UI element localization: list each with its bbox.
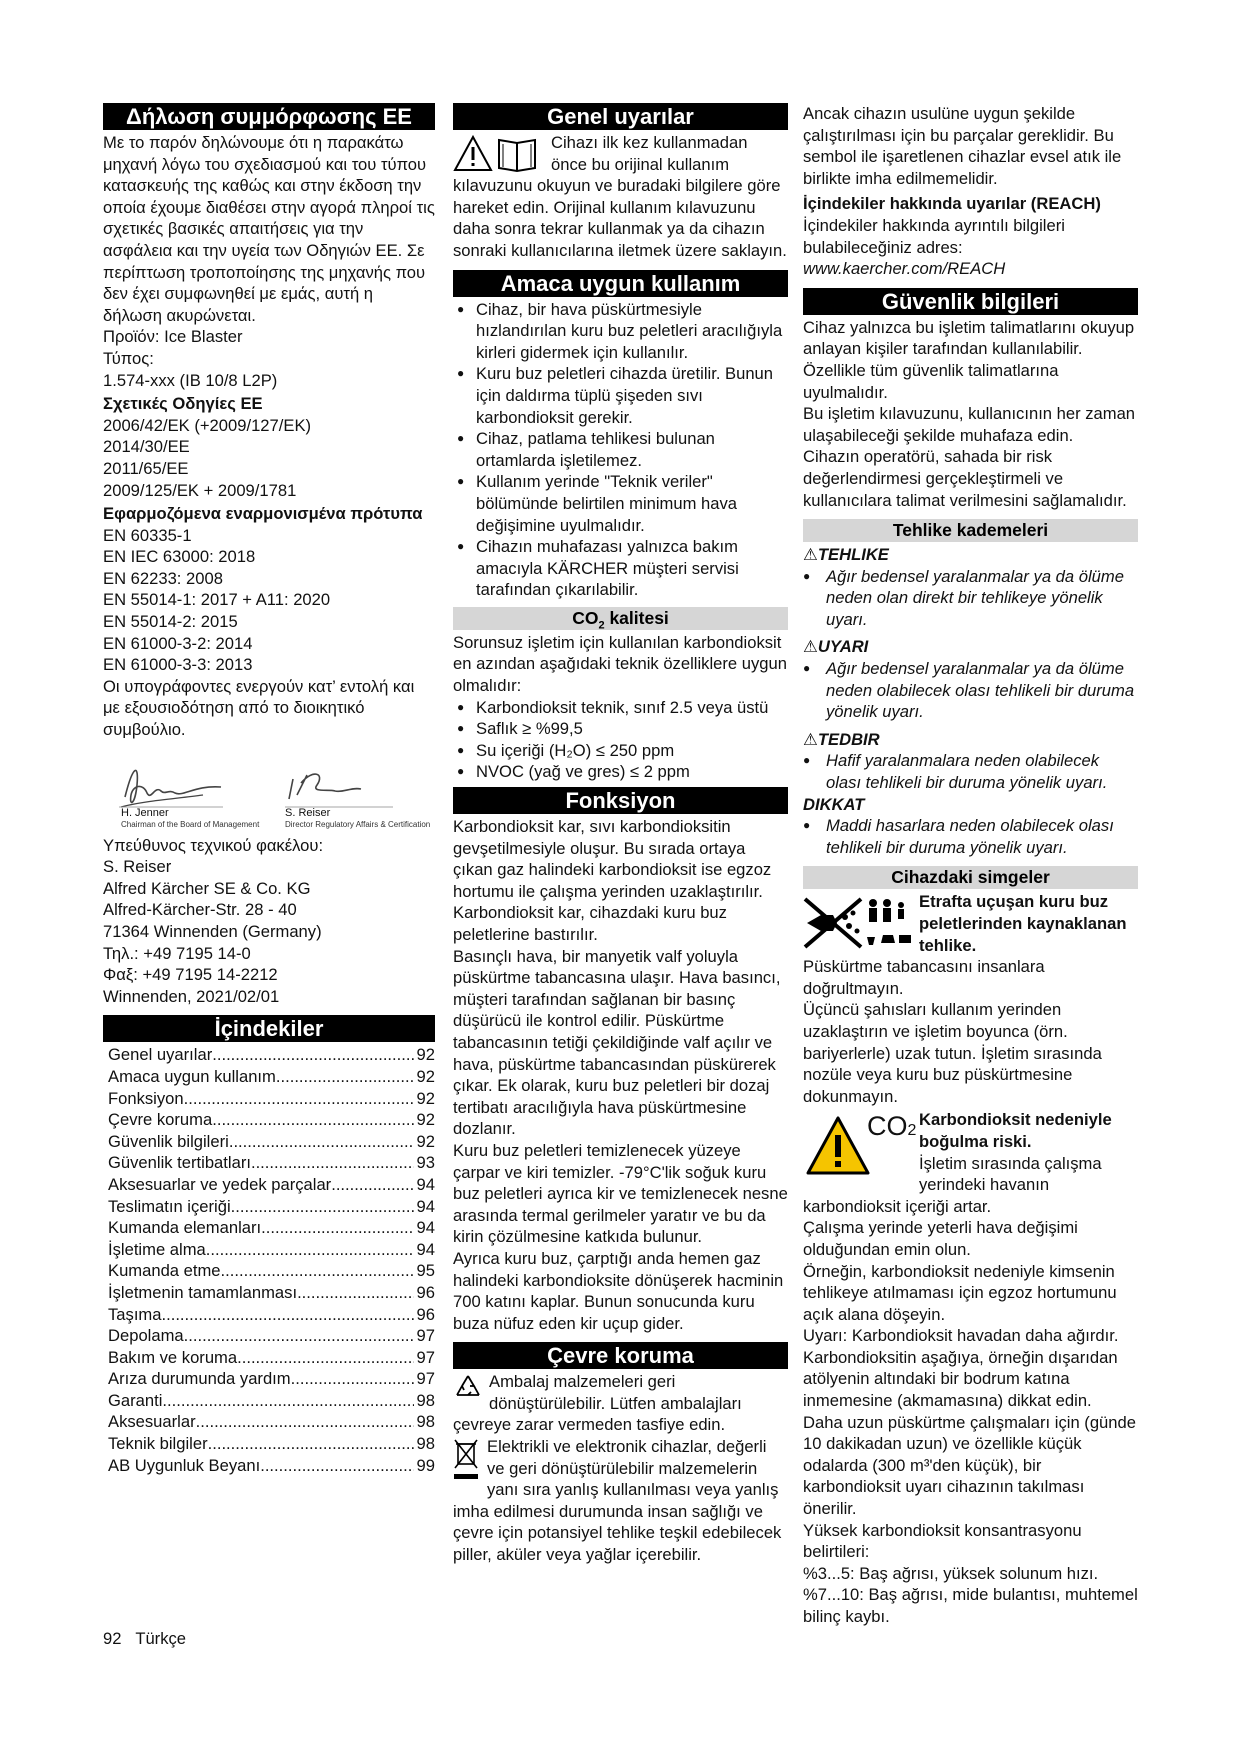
contact-line: Υπεύθυνος τεχνικού φακέλου:	[103, 835, 324, 855]
toc-leader-dots	[231, 1196, 414, 1218]
toc-entry[interactable]	[103, 1433, 435, 1455]
function-text: Karbondioksit kar, cihazdaki kuru buz peletlerine bastırılır.	[453, 903, 727, 944]
toc-entry-title: Depolama	[108, 1326, 184, 1346]
page-language: Türkçe	[135, 1629, 187, 1648]
list-item: ● Cihaz, patlama tehlikesi bulunan ortamlarda işletilemez.	[453, 428, 788, 471]
list-item: ● Kuru buz peletleri cihazda üretilir. Bunun için daldırma tüplü şişeden sıvı karbondioksit gerekir.	[453, 363, 788, 428]
toc-entry-title: İşletmenin tamamlanması	[108, 1282, 298, 1302]
contact-line: 71364 Winnenden (Germany)	[103, 922, 322, 941]
standard-item: EN 55014-2: 2015	[103, 612, 238, 632]
recycling-icon	[453, 1373, 483, 1403]
env-weee-block	[453, 1436, 788, 1566]
toc-entry-page: 92	[416, 1110, 435, 1130]
toc-entry-page: 96	[416, 1282, 435, 1302]
safety-text: Cihaz yalnızca bu işletim talimatlarını okuyup anlayan kişiler tarafından kullanılabilir. Özellikle tüm güvenlik talimatlarına uyulmalıdır.	[803, 317, 1135, 402]
co2-warning-icon	[803, 1109, 917, 1185]
toc-entry-page: 92	[416, 1131, 435, 1151]
toc-entry-title: Kumanda etme	[108, 1261, 221, 1281]
caution-label-text: TEDBIR	[817, 729, 880, 749]
standard-item: EN 61000-3-3: 2013	[103, 655, 253, 675]
list-item: ● Hafif yaralanmalara neden olabilecek olası tehlikeli bir duruma yönelik uyarı.	[803, 750, 1138, 793]
section-title-intended-use: Amaca uygun kullanım	[453, 270, 788, 297]
column-2	[453, 103, 788, 1566]
contact-line: S. Reiser	[103, 857, 172, 877]
section-title-eu-declaration: Δήλωση συμμόρφωσης ΕΕ	[103, 103, 435, 130]
section-title-hazard-levels: Tehlike kademeleri	[803, 519, 1138, 542]
toc-entry-page: 97	[416, 1369, 435, 1389]
directives-list	[103, 415, 435, 501]
co2-title-part: kalitesi	[604, 607, 669, 628]
section-title-co2-quality	[453, 607, 788, 630]
toc-entry-page: 92	[416, 1066, 435, 1086]
toc-entry-title: İşletime alma	[108, 1239, 206, 1259]
co2-label-text: CO	[867, 1111, 908, 1142]
toc-entry[interactable]	[103, 1455, 435, 1477]
signers-text: Οι υπογράφοντες ενεργούν κατ’ εντολή και με εξουσιοδότηση από το διοικητικό συμβούλιο.	[103, 676, 415, 740]
toc-leader-dots	[331, 1174, 413, 1196]
toc-leader-dots	[297, 1282, 413, 1304]
product-line: Προϊόν: Ice Blaster	[103, 327, 243, 347]
section-title-function: Fonksiyon	[453, 787, 788, 814]
toc-entry-page: 94	[416, 1239, 435, 1259]
toc-entry[interactable]	[103, 1347, 435, 1369]
warning-label	[803, 636, 1138, 658]
warning-manual-icon	[453, 134, 545, 174]
toc-entry-page: 97	[416, 1347, 435, 1367]
toc-leader-dots	[237, 1347, 413, 1369]
co2-info: Çalışma yerinde yeterli hava değişimi olduğundan emin olun.	[803, 1218, 1078, 1259]
reach-text-body: İçindekiler hakkında ayrıntılı bilgileri bulabileceğiniz adres:	[803, 215, 1065, 257]
type-label: Τύπος:	[103, 348, 154, 368]
intended-use-list	[453, 299, 788, 601]
warning-list	[803, 658, 1138, 723]
toc-entry[interactable]	[103, 1239, 435, 1261]
toc-entry-page: 97	[416, 1326, 435, 1346]
toc-entry[interactable]	[103, 1411, 435, 1433]
section-title-safety: Güvenlik bilgileri	[803, 288, 1138, 315]
symbol-2-text: İşletim sırasında çalışma yerindeki havanın karbondioksit içeriği artar.	[803, 1153, 1102, 1216]
co2-quality-text: Sorunsuz işletim için kullanılan karbondioksit en azından aşağıdaki teknik özelliklere uygun olmalıdır:	[453, 632, 787, 696]
co2-info: Yüksek karbondioksit konsantrasyonu belirtileri:	[803, 1520, 1082, 1562]
contact-line: Alfred Kärcher SE & Co. KG	[103, 878, 311, 898]
contact-line: Φαξ: +49 7195 14-2212	[103, 965, 278, 985]
function-text: Kuru buz peletleri temizlenecek yüzeye çarpar ve kiri temizler. -79°C'lik soğuk kuru buz peletleri ayrıca kir ve temizlenecek nesne arasında termal gerilmeler yaratır ve bu da kirin çözülmesine katkıda bulunur.	[453, 1140, 788, 1247]
standard-item: EN 55014-1: 2017 + A11: 2020	[103, 590, 331, 610]
co2-info: Uyarı: Karbondioksit havadan daha ağırdır. Karbondioksitin aşağıya, örneğin dışarıdan atölyenin altındaki bir bodrum katına inmemesine (akmamasına) dikkat edin.	[803, 1326, 1119, 1411]
caution-label	[803, 729, 1138, 751]
danger-list	[803, 566, 1138, 631]
signer-2-role: Director Regulatory Affairs & Certification	[285, 819, 431, 829]
toc-entry-title: Amaca uygun kullanım	[108, 1066, 276, 1086]
toc-entry[interactable]	[103, 1066, 435, 1088]
toc-entry-title: Bakım ve koruma	[108, 1347, 238, 1367]
contact-block	[103, 835, 435, 1008]
contact-line: Alfred-Kärcher-Str. 28 - 40	[103, 900, 297, 920]
toc-entry[interactable]	[103, 1217, 435, 1239]
function-text: Ayrıca kuru buz, çarptığı anda hemen gaz halindeki karbondioksite dönüşerek hacminin 700 katını kaplar. Bunun sonucunda kuru buza nüfuz eden kir uçup gider.	[453, 1248, 784, 1333]
co2-quality-list	[453, 697, 788, 783]
safety-text: Bu işletim kılavuzunu, kullanıcının her zaman ulaşabileceği şekilde muhafaza edin.	[803, 404, 1136, 445]
toc-entry-page: 95	[416, 1261, 435, 1281]
toc-entry-page: 96	[416, 1304, 435, 1324]
toc-entry-title: Garanti	[108, 1390, 163, 1410]
toc-entry-title: Taşıma	[108, 1304, 162, 1324]
toc-entry-page: 92	[416, 1088, 435, 1108]
toc-leader-dots	[208, 1433, 414, 1455]
continued-text: Ancak cihazın usulüne uygun şekilde çalıştırılması için bu parçalar gereklidir. Bu sembol ile işaretlenen cihazlar evsel atık ile birlikte imha edilmemelidir.	[803, 104, 1122, 188]
toc-leader-dots	[229, 1131, 414, 1153]
warning-label-text: UYARI	[817, 637, 869, 657]
list-item: ● Ağır bedensel yaralanmalar ya da ölüme neden olan direkt bir tehlikeye yönelik uyarı.	[803, 566, 1138, 631]
standard-item: EN 62233: 2008	[103, 568, 223, 588]
toc-leader-dots	[206, 1239, 414, 1261]
list-item: ● Cihaz, bir hava püskürtmesiyle hızlandırılan kuru buz peletleri aracılığıyla kirleri gidermek için kullanılır.	[453, 299, 788, 364]
toc-leader-dots	[260, 1455, 413, 1477]
env-weee-text: Elektrikli ve elektronik cihazlar, değerli ve geri dönüştürülebilir malzemelerin yanı sıra yanlış kullanılması veya yanlış imha edilmesi durumunda insan sağlığı ve çevre için potansiyel tehlike teşkil edebilecek piller, aküler veya yağlar içerebilir.	[453, 1437, 782, 1565]
safety-text: Cihazın operatörü, sahada bir risk değerlendirmesi gerçekleştirmeli ve kullanıcılara talimat verilmesini sağlamalıdır.	[803, 447, 1127, 510]
directives-title: Σχετικές Οδηγίες ΕΕ	[103, 394, 263, 414]
notice-label: DIKKAT	[803, 794, 865, 814]
co2-info: %7...10: Baş ağrısı, mide bulantısı, muhtemel bilinç kaybı.	[803, 1585, 1138, 1626]
toc-leader-dots	[251, 1152, 414, 1174]
env-recycling-block	[453, 1371, 788, 1436]
list-item: ● Cihazın muhafazası yalnızca bakım amacıyla KÄRCHER müşteri servisi tarafından çıkarılabilir.	[453, 536, 788, 601]
directive-item: 2011/65/EE	[103, 458, 189, 478]
list-item: ● Ağır bedensel yaralanmalar ya da ölüme neden olabilecek olası tehlikeli bir duruma yönelik uyarı.	[803, 658, 1138, 723]
toc-leader-dots	[196, 1411, 414, 1433]
reach-title: İçindekiler hakkında uyarılar (REACH)	[803, 194, 1101, 214]
toc-entry[interactable]	[103, 1131, 435, 1153]
general-notes-text: Cihazı ilk kez kullanmadan önce bu orijinal kullanım kılavuzunu okuyun ve buradaki bilgilere göre hareket edin. Orijinal kullanım kılavuzunu daha sonra tekrar kullanmak ya da cihazın sonraki kullanıcılarına iletmek üzere saklayın.	[453, 133, 787, 260]
toc-entry-title: Güvenlik tertibatları	[108, 1153, 251, 1173]
danger-label	[803, 544, 1138, 566]
function-text: Karbondioksit kar, sıvı karbondioksitin gevşetilmesiyle oluşur. Bu sırada ortaya çıkan gaz halindeki karbondioksit ise egzoz hortumu ile çalışma yerinden uzaklaştırılır.	[453, 817, 772, 901]
section-title-environment: Çevre koruma	[453, 1342, 788, 1369]
toc-leader-dots	[261, 1217, 413, 1239]
toc-entry-page: 98	[416, 1412, 435, 1432]
flying-pellets-icon	[803, 893, 913, 951]
standards-list	[103, 525, 435, 676]
toc-entry[interactable]	[103, 1390, 435, 1412]
toc-entry-page: 92	[416, 1045, 435, 1065]
standard-item: EN 60335-1	[103, 525, 192, 545]
page-footer	[103, 1628, 186, 1650]
symbol-flying-pellets	[803, 891, 1138, 999]
page-number: 92	[103, 1629, 122, 1648]
toc-entry[interactable]	[103, 1174, 435, 1196]
crossed-bin-icon	[453, 1438, 479, 1482]
toc-entry-title: Arıza durumunda yardım	[108, 1369, 291, 1389]
list-item: ● Su içeriği (H₂O) ≤ 250 ppm	[453, 740, 788, 762]
general-notes-block	[453, 132, 788, 262]
toc-entry-page: 94	[416, 1174, 435, 1194]
directive-item: 2009/125/EK + 2009/1781	[103, 480, 297, 500]
co2-info: %3...5: Baş ağrısı, yüksek solunum hızı.	[803, 1563, 1099, 1583]
signer-2-name: S. Reiser	[285, 806, 331, 819]
list-item: ● Maddi hasarlara neden olabilecek olası tehlikeli bir duruma yönelik uyarı.	[803, 815, 1138, 858]
toc-entry-title: Aksesuarlar ve yedek parçalar	[108, 1174, 332, 1194]
toc-entry-page: 98	[416, 1434, 435, 1454]
notice-list	[803, 815, 1138, 858]
column-1	[103, 103, 435, 1476]
list-item: ● Karbondioksit teknik, sınıf 2.5 veya üstü	[453, 697, 788, 719]
toc-entry[interactable]	[103, 1368, 435, 1390]
list-item: ● NVOC (yağ ve gres) ≤ 2 ppm	[453, 761, 788, 783]
toc-leader-dots	[184, 1325, 414, 1347]
toc-entry[interactable]	[103, 1152, 435, 1174]
contact-line: Τηλ.: +49 7195 14-0	[103, 943, 251, 963]
toc-entry-title: Teslimatın içeriği	[108, 1196, 231, 1216]
toc-entry[interactable]	[103, 1196, 435, 1218]
section-title-general-notes: Genel uyarılar	[453, 103, 788, 130]
toc-entry-title: Fonksiyon	[108, 1088, 184, 1108]
toc-leader-dots	[212, 1044, 413, 1066]
toc-entry-page: 99	[416, 1455, 435, 1475]
co2-label-subscript: 2	[907, 1122, 917, 1140]
contact-line: Winnenden, 2021/02/01	[103, 986, 280, 1006]
symbol-1-bold: Etrafta uçuşan kuru buz peletlerinden kaynaklanan tehlike.	[919, 892, 1127, 955]
danger-label-text: TEHLIKE	[817, 545, 889, 565]
toc-entry[interactable]	[103, 1260, 435, 1282]
standards-title: Εφαρμοζόμενα εναρμονισμένα πρότυπα	[103, 504, 423, 524]
toc-entry[interactable]	[103, 1282, 435, 1304]
toc-entry[interactable]	[103, 1044, 435, 1066]
toc-entry[interactable]	[103, 1304, 435, 1326]
function-text: Basınçlı hava, bir manyetik valf yoluyla püskürtme tabancasına ulaşır. Hava basıncı, müşteri tarafından sağlanan bir basınç düşürücü ile kontrol edilir. Püskürtme tabancasının tetiği çekildiğinde valf açılır ve hava, püskürtme tabancasından püskürerek çıkar. Ek olarak, kuru buz peletleri bir dozaj tertibatı aracılığıyla hava püskürtmesine dozlanır.	[453, 946, 781, 1139]
toc-entry-title: Genel uyarılar	[108, 1045, 213, 1065]
warning-triangle-icon: ⚠	[803, 545, 818, 565]
co2-title-part: CO	[572, 607, 599, 628]
signer-1-name: H. Jenner	[121, 806, 169, 819]
toc-leader-dots	[184, 1088, 414, 1110]
toc-leader-dots	[161, 1304, 413, 1326]
symbol-1-more: Üçüncü şahısları kullanım yerinden uzaklaştırın ve işletim boyunca (örn. bariyerlerle) uzak tutun. İşletim sırasında nozüle veya kuru buz püskürtmesine dokunmayın.	[803, 1000, 1102, 1106]
symbol-1-text: Püskürtme tabancasını insanlara doğrultmayın.	[803, 957, 1045, 998]
co2-info: Daha uzun püskürtme çalışmaları için (günde 10 dakikadan uzun) ve özellikle küçük odalarda (300 m³'den küçük), bir karbondioksit uyarı cihazının takılması önerilir.	[803, 1412, 1136, 1519]
type-value: 1.574-xxx (IB 10/8 L2P)	[103, 370, 278, 390]
signature-block	[103, 755, 435, 829]
toc-leader-dots	[291, 1368, 414, 1390]
toc-entry-title: Çevre koruma	[108, 1110, 213, 1130]
env-recycling-text: Ambalaj malzemeleri geri dönüştürülebilir. Lütfen ambalajları çevreye zarar vermeden tasfiye edin.	[453, 1372, 742, 1435]
signer-1-role: Chairman of the Board of Management	[121, 819, 260, 829]
caution-list	[803, 750, 1138, 793]
column-3	[803, 103, 1138, 1628]
co2-info: Örneğin, karbondioksit nedeniyle kimsenin tehlikeye atılmaması için egzoz hortumunu açık alana döşeyin.	[803, 1261, 1117, 1324]
toc-entry-page: 93	[416, 1153, 435, 1173]
warning-triangle-icon: ⚠	[803, 729, 818, 749]
toc-entry-title: AB Uygunluk Beyanı	[108, 1455, 261, 1475]
reach-url: www.kaercher.com/REACH	[803, 259, 1006, 279]
toc-entry-title: Güvenlik bilgileri	[108, 1131, 229, 1151]
co2-label	[867, 1111, 916, 1146]
symbol-co2	[803, 1109, 1138, 1217]
directive-item: 2014/30/EE	[103, 437, 190, 457]
symbol-2-bold: Karbondioksit nedeniyle boğulma riski.	[919, 1110, 1112, 1151]
co2-title-subscript: 2	[598, 619, 605, 632]
list-item: ● Saflık ≥ %99,5	[453, 718, 788, 740]
warning-triangle-icon: ⚠	[803, 637, 818, 657]
toc-entry-page: 94	[416, 1196, 435, 1216]
toc-entry-title: Kumanda elemanları	[108, 1218, 262, 1238]
toc-entry[interactable]	[103, 1109, 435, 1131]
toc-entry-title: Teknik bilgiler	[108, 1434, 208, 1454]
toc-leader-dots	[221, 1260, 414, 1282]
toc-entry[interactable]	[103, 1088, 435, 1110]
section-title-contents: İçindekiler	[103, 1015, 435, 1042]
standard-item: EN 61000-3-2: 2014	[103, 633, 253, 653]
reach-text	[803, 215, 1138, 280]
toc-leader-dots	[276, 1066, 414, 1088]
toc-entry-page: 94	[416, 1218, 435, 1238]
toc-entry[interactable]	[103, 1325, 435, 1347]
directive-item: 2006/42/EK (+2009/127/EK)	[103, 415, 312, 435]
table-of-contents	[103, 1044, 435, 1476]
section-title-device-symbols: Cihazdaki simgeler	[803, 866, 1138, 889]
toc-leader-dots	[162, 1390, 413, 1412]
toc-entry-title: Aksesuarlar	[108, 1412, 196, 1432]
toc-entry-page: 98	[416, 1390, 435, 1410]
toc-leader-dots	[212, 1109, 413, 1131]
co2-warning-triangle	[805, 1115, 871, 1177]
declaration-text: Με το παρόν δηλώνουμε ότι η παρακάτω μηχανή λόγω του σχεδιασμού και του τύπου κατασκευής της καθώς και στην έκδοση την οποία έχουμε διαθέσει στην αγορά πληροί τις σχετικές βασικές απαιτήσεις για την ασφάλεια και την υγεία των Οδηγιών ΕΕ. Σε περίπτωση τροποποίησης της μηχανής που δεν έχει συμφωνηθεί με εμάς, αυτή η δήλωση ακυρώνεται.	[103, 133, 435, 325]
standard-item: EN IEC 63000: 2018	[103, 547, 256, 567]
list-item: ● Kullanım yerinde "Teknik veriler" bölümünde belirtilen minimum hava değişimine uyulmalıdır.	[453, 471, 788, 536]
